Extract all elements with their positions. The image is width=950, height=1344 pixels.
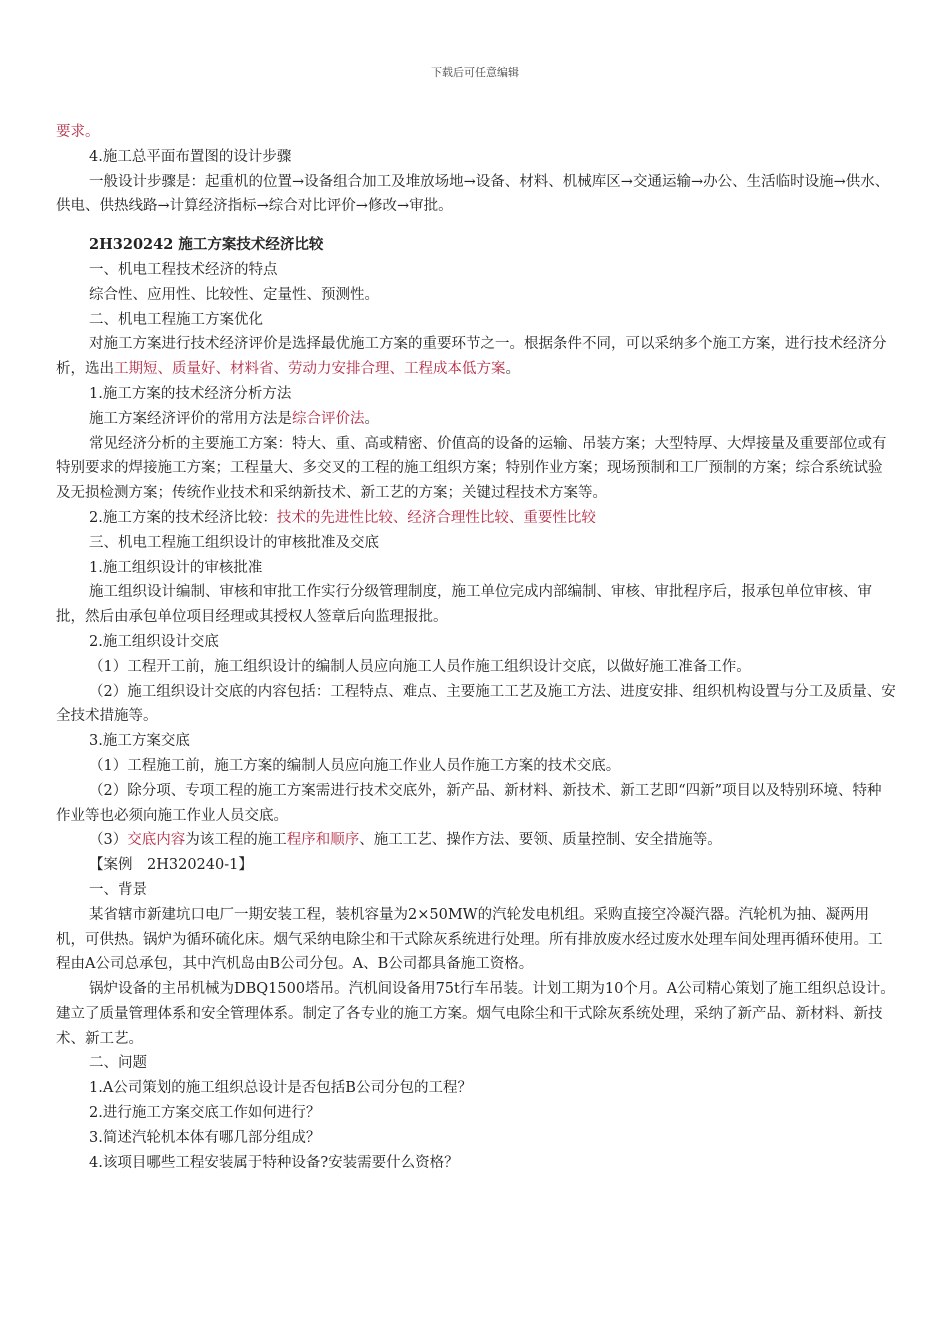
page-header: 下载后可任意编辑 (431, 66, 519, 79)
paragraph: （2）除分项、专项工程的施工方案需进行技术交底外，新产品、新材料、新技术、新工艺即“四新”项目以及特别环境、特种作业等也必须向施工作业人员交底。 (56, 782, 882, 824)
paragraph (56, 407, 896, 432)
paragraph: 常见经济分析的主要施工方案：特大、重、高或精密、价值高的设备的运输、吊装方案；大型特厚、大焊接量及重要部位或有特别要求的焊接施工方案；工程量大、多交叉的工程的施工组织方案；特别作业方案；现场预制和工厂预制的方案；综合系统试验及无损检测方案；传统作业技术和采纳新技术、新工艺的方案；关键过程技术方案等。 (56, 435, 887, 502)
paragraph: 施工组织设计编制、审核和审批工作实行分级管理制度，施工单位完成内部编制、审核、审批程序后，报承包单位审核、审批，然后由承包单位项目经理或其授权人签章后向监理报批。 (56, 584, 872, 626)
paragraph: 4.施工总平面布置图的设计步骤 (89, 148, 292, 165)
heading: 二、问题 (89, 1055, 147, 1072)
heading: 1.施工方案的技术经济分析方法 (89, 385, 292, 402)
paragraph (56, 332, 896, 382)
heading: 一、背景 (89, 881, 147, 898)
heading: 1.施工组织设计的审核批准 (89, 559, 263, 576)
heading: 二、机电工程施工方案优化 (89, 311, 263, 328)
paragraph (56, 506, 896, 531)
highlight: 交底内容 (127, 832, 186, 849)
heading: 3.施工方案交底 (89, 733, 190, 750)
heading: 2.施工组织设计交底 (89, 633, 219, 650)
highlight: 工期短、质量好、材料省、劳动力安排合理、工程成本低方案 (114, 361, 506, 378)
question: 1.A公司策划的施工组织总设计是否包括B公司分包的工程？ (89, 1080, 472, 1097)
heading: 一、机电工程技术经济的特点 (89, 261, 278, 278)
paragraph: （2）施工组织设计交底的内容包括：工程特点、难点、主要施工工艺及施工方法、进度安排、组织机构设置与分工及质量、安全技术措施等。 (56, 683, 896, 725)
section-title: 2H320242 施工方案技术经济比较 (89, 236, 324, 254)
heading: 三、机电工程施工组织设计的审核批准及交底 (89, 534, 379, 551)
text: 。 (505, 361, 520, 378)
text: 。 (364, 410, 379, 427)
paragraph: 锅炉设备的主吊机械为DBQ1500塔吊。汽机间设备用75t行车吊装。计划工期为10个月。A公司精心策划了施工组织总设计。建立了质量管理体系和安全管理体系。制定了各专业的施工方案。烟气电除尘和干式除灰系统处理，采纳了新产品、新材料、新技术、新工艺。 (56, 981, 895, 1047)
paragraph (56, 828, 896, 853)
text: 对施工方案进行技术经济评价是选择最优施工方案的重要环节之一。根据条件不同，可以采纳多个施工方案，进行技术经济分析，选出 (56, 336, 887, 378)
text: 施工方案经济评价的常用方法是 (89, 410, 292, 427)
paragraph: 某省辖市新建坑口电厂一期安装工程，装机容量为2×50MW的汽轮发电机组。采购直接空冷凝汽器。汽轮机为抽、凝两用机，可供热。锅炉为循环硫化床。烟气采纳电除尘和干式除灰系统进行处理。所有排放废水经过废水处理车间处理再循环使用。工程由A公司总承包，其中汽机岛由B公司分包。A、B公司都具备施工资格。 (56, 906, 883, 973)
paragraph: （1）工程施工前，施工方案的编制人员应向施工作业人员作施工方案的技术交底。 (89, 757, 621, 774)
text: 、施工工艺、操作方法、要领、质量控制、安全措施等。 (359, 832, 722, 849)
paragraph: 综合性、应用性、比较性、定量性、预测性。 (89, 286, 379, 303)
highlight: 程序和顺序 (286, 832, 360, 849)
paragraph: 一般设计步骤是：起重机的位置→设备组合加工及堆放场地→设备、材料、机械库区→交通运输→办公、生活临时设施→供水、供电、供热线路→计算经济指标→综合对比评价→修改→审批。 (56, 173, 890, 215)
text: 为该工程的施工 (185, 832, 287, 849)
document-body (56, 120, 896, 1175)
case-title: 【案例 2H320240-1】 (89, 857, 253, 874)
text: （3） (89, 832, 128, 849)
paragraph: 要求。 (56, 124, 100, 140)
paragraph: （1）工程开工前，施工组织设计的编制人员应向施工人员作施工组织设计交底，以做好施工准备工作。 (89, 658, 751, 675)
highlight: 技术的先进性比较、经济合理性比较、重要性比较 (276, 509, 596, 526)
highlight: 综合评价法 (292, 410, 365, 427)
question: 2.进行施工方案交底工作如何进行？ (89, 1105, 321, 1122)
question: 4.该项目哪些工程安装属于特种设备?安装需要什么资格？ (89, 1154, 459, 1171)
text: 2.施工方案的技术经济比较： (89, 509, 277, 526)
question: 3.简述汽轮机本体有哪几部分组成？ (89, 1129, 321, 1146)
